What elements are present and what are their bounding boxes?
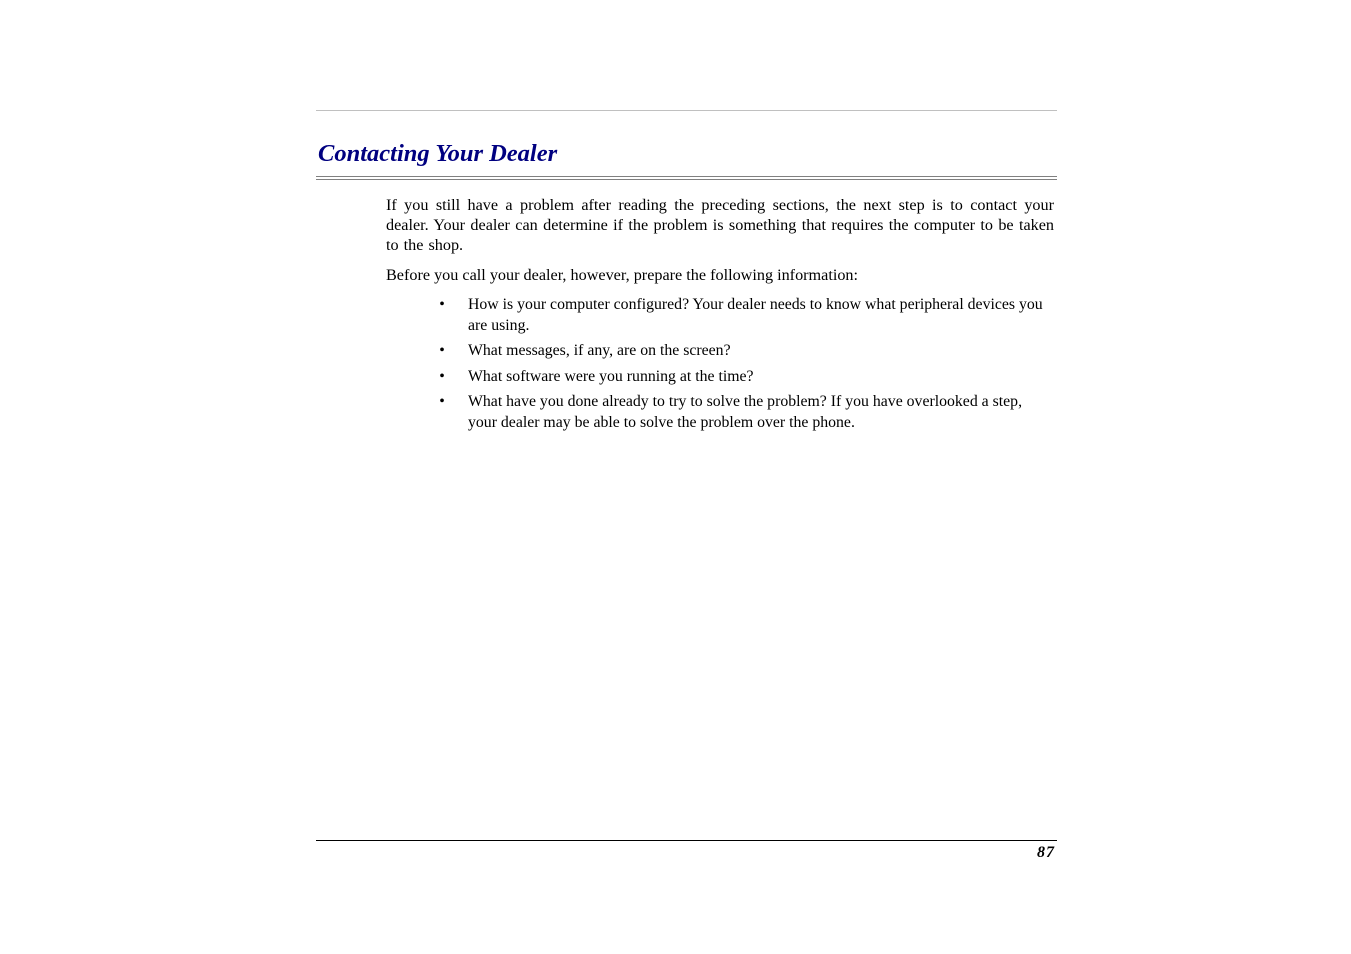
list-item	[436, 295, 1054, 336]
list-item	[436, 367, 1054, 388]
footer-rule	[316, 840, 1057, 841]
intro-paragraph: If you still have a problem after reading the preceding sections, the next step is to contact your dealer. Your dealer can determine if the problem is something that requires the computer to be taken to the shop.	[386, 196, 1054, 254]
title-underline	[316, 176, 1057, 180]
prepare-paragraph: Before you call your dealer, however, prepare the following information:	[386, 266, 859, 284]
list-item-text: What have you done already to try to solve the problem? If you have overlooked a step, your dealer may be able to solve the problem over the phone.	[468, 393, 1023, 431]
document-body	[386, 195, 1054, 438]
header-rule	[316, 110, 1057, 111]
bullet-icon: •	[439, 367, 445, 385]
list-item-text: What messages, if any, are on the screen?	[468, 342, 731, 359]
list-item	[436, 341, 1054, 362]
list-item-text: What software were you running at the time?	[468, 367, 754, 385]
bullet-icon: •	[439, 393, 445, 410]
page-title: Contacting Your Dealer	[318, 140, 558, 167]
page-number: 87	[1037, 844, 1055, 861]
list-item-text: How is your computer configured? Your dealer needs to know what peripheral devices you are using.	[468, 296, 1043, 334]
bullet-icon: •	[439, 342, 445, 359]
information-list	[436, 295, 1054, 433]
list-item	[436, 392, 1054, 433]
bullet-icon: •	[439, 296, 445, 313]
